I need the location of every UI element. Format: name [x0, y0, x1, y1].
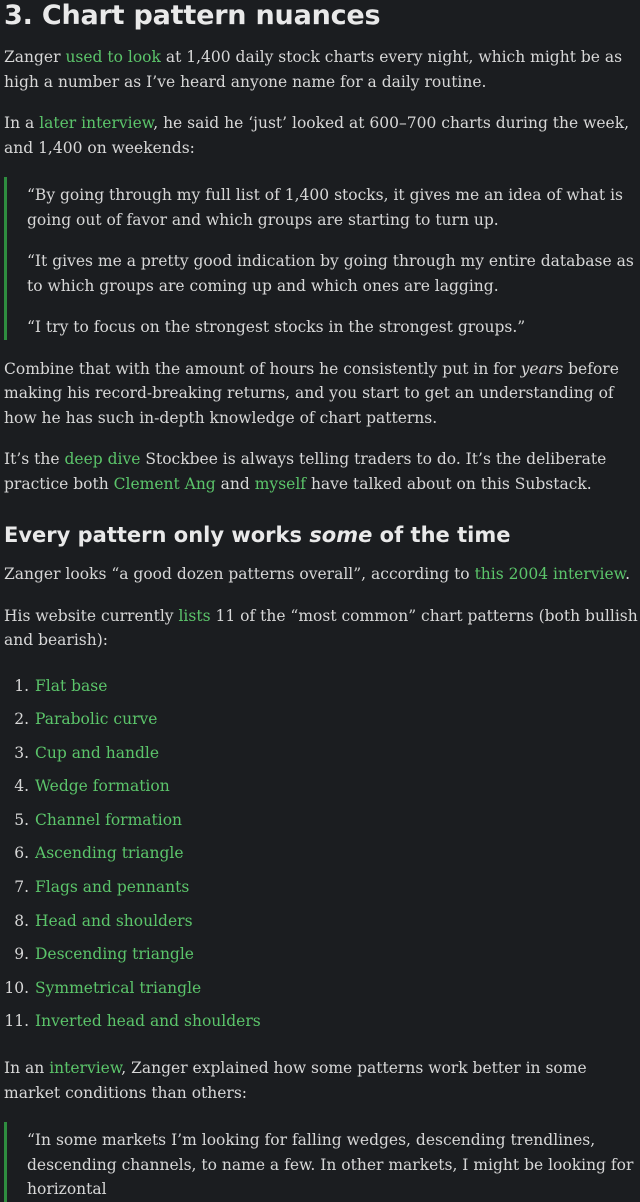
link-lists[interactable]: lists — [178, 606, 211, 625]
list-number: 4. — [14, 777, 29, 796]
text: In an — [4, 1059, 50, 1078]
text: before making his record-breaking returns, and you start to get an understanding of how he has such in-depth knowledge of chart patterns. — [4, 359, 619, 427]
list-number: 3. — [14, 743, 29, 762]
list-number: 6. — [14, 844, 29, 863]
paragraph-2 — [4, 111, 640, 160]
text: , Zanger explained how some patterns work better in some market conditions than others: — [4, 1059, 587, 1102]
paragraph-4 — [4, 447, 640, 496]
list-number: 2. — [14, 710, 29, 729]
pattern-list-item — [4, 703, 640, 737]
text: at 1,400 daily stock charts every night, which might be as high a number as I’ve heard anyone name for a daily routine. — [4, 48, 623, 91]
section-heading: 3. Chart pattern nuances — [4, 0, 381, 31]
text: of the time — [372, 523, 511, 547]
link-deep-dive[interactable]: deep dive — [64, 450, 141, 468]
paragraph-7 — [4, 1056, 640, 1105]
paragraph-6 — [4, 604, 640, 653]
text: Stockbee is always telling traders to do. It’s the deliberate practice both — [4, 450, 607, 493]
text: His website currently — [4, 606, 179, 625]
pattern-link[interactable]: Symmetrical triangle — [35, 978, 202, 997]
text: It’s the — [4, 450, 65, 468]
pattern-list-item — [4, 972, 640, 1006]
pattern-list-item — [4, 737, 640, 771]
pattern-list-item — [4, 670, 640, 704]
paragraph-1 — [4, 45, 640, 94]
subheading — [4, 522, 640, 548]
quote-paragraph: “In some markets I’m looking for falling wedges, descending trendlines, descending channels, to name a few. In other markets, I might be looking for horizontal — [27, 1131, 634, 1199]
quote-paragraph: “By going through my full list of 1,400 stocks, it gives me an idea of what is going out of favor and which groups are starting to turn up. — [27, 186, 623, 229]
text: and — [215, 474, 255, 493]
link-interview[interactable]: interview — [49, 1059, 122, 1078]
pattern-link[interactable]: Inverted head and shoulders — [35, 1012, 261, 1031]
pattern-list-item — [4, 837, 640, 871]
link-2004-interview[interactable]: this 2004 interview — [474, 565, 626, 583]
pattern-link[interactable]: Flat base — [35, 676, 108, 695]
paragraph-5 — [4, 562, 640, 587]
pattern-list-item — [4, 770, 640, 804]
pattern-list-item — [4, 804, 640, 838]
list-number: 10. — [4, 978, 29, 997]
link-myself[interactable]: myself — [254, 474, 307, 493]
text: 11 of the “most common” chart patterns (both bullish and bearish): — [4, 606, 638, 649]
pattern-link[interactable]: Cup and handle — [35, 743, 160, 762]
list-number: 5. — [14, 810, 29, 829]
list-number: 8. — [14, 911, 29, 930]
link-clement-ang[interactable]: Clement Ang — [113, 474, 216, 493]
pattern-link[interactable]: Head and shoulders — [35, 911, 193, 930]
pattern-link[interactable]: Channel formation — [35, 810, 183, 829]
emphasis: some — [309, 523, 373, 547]
paragraph-3 — [4, 357, 640, 431]
pattern-list-item — [4, 871, 640, 905]
pattern-link[interactable]: Wedge formation — [35, 777, 170, 796]
pattern-list-item — [4, 905, 640, 939]
blockquote-2 — [4, 1122, 640, 1202]
list-number: 7. — [14, 878, 29, 897]
link-used-to-look[interactable]: used to look — [65, 48, 161, 66]
text: Zanger — [4, 48, 66, 66]
link-later-interview[interactable]: later interview — [39, 114, 154, 132]
pattern-list — [4, 670, 640, 1040]
emphasis: years — [520, 359, 564, 378]
blockquote-1 — [4, 177, 640, 340]
pattern-list-item — [4, 938, 640, 972]
quote-paragraph: “It gives me a pretty good indication by going through my entire database as to which groups are coming up and which ones are lagging. — [27, 252, 634, 295]
list-number: 1. — [14, 676, 29, 695]
text: Zanger looks “a good dozen patterns overall”, according to — [4, 565, 475, 583]
pattern-link[interactable]: Descending triangle — [35, 945, 194, 964]
pattern-link[interactable]: Flags and pennants — [35, 878, 190, 897]
pattern-link[interactable]: Ascending triangle — [35, 844, 184, 863]
text: . — [625, 565, 631, 583]
list-number: 9. — [14, 945, 29, 964]
text: have talked about on this Substack. — [306, 474, 592, 493]
text: In a — [4, 114, 40, 132]
list-number: 11. — [4, 1012, 29, 1031]
text: Every pattern only works — [4, 523, 310, 547]
text: Combine that with the amount of hours he consistently put in for — [4, 359, 521, 378]
text: , he said he ‘just’ looked at 600–700 charts during the week, and 1,400 on weekends: — [4, 114, 630, 157]
pattern-list-item — [4, 1005, 640, 1039]
quote-paragraph: “I try to focus on the strongest stocks in the strongest groups.” — [27, 318, 526, 336]
pattern-link[interactable]: Parabolic curve — [35, 710, 158, 729]
